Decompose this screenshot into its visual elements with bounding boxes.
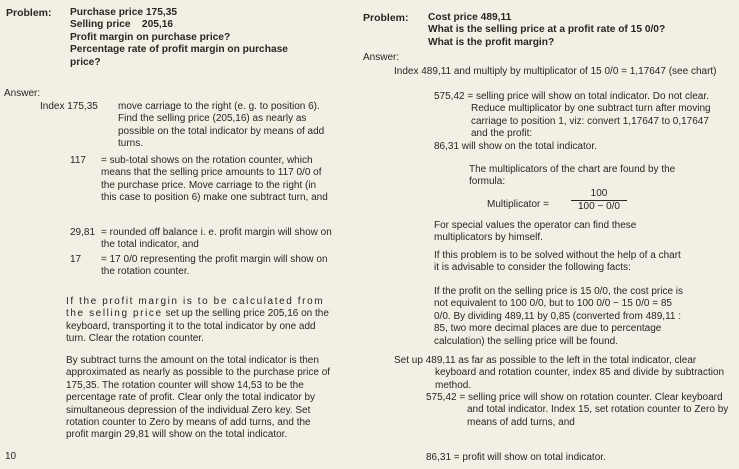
formula-label: Multiplicator = bbox=[487, 199, 549, 210]
formula-fraction bbox=[571, 188, 627, 214]
right-page bbox=[349, 0, 729, 469]
step-text: = 17 0/0 representing the profit margin will show on the rotation counter. bbox=[101, 254, 328, 278]
step-value: 29,81 bbox=[70, 227, 96, 238]
answer-label: Answer: bbox=[363, 52, 400, 63]
problem-line: What is the selling price at a profit rate of 15 0/0? bbox=[428, 24, 666, 36]
problem-statement bbox=[70, 7, 345, 69]
problem-line: Profit margin on purchase price? bbox=[70, 31, 231, 43]
step-text: 575,42 = selling price will show on rotation counter. Clear keyboard and total indicator. Index 15, set rotation counter to Zero by means of add turns, and bbox=[426, 392, 729, 428]
step-text: 86,31 will show on the total indicator. bbox=[434, 141, 597, 152]
problem-line: price? bbox=[70, 56, 101, 68]
problem-line: Cost price 489,11 bbox=[428, 12, 512, 23]
left-page bbox=[0, 0, 349, 469]
step-text: 575,42 = selling price will show on total indicator. Do not clear. Reduce multiplicator by one subtract turn after moving carriage to position 1, viz: convert 1,17647 to 0,17647 and the profit: bbox=[434, 91, 711, 140]
step-value: 17 bbox=[70, 254, 82, 265]
formula-denominator: 100 − 0/0 bbox=[578, 201, 620, 213]
page-number: 10 bbox=[5, 451, 17, 462]
paragraph-text: set up the selling price 205,16 on the keyboard, transporting it to the total indicator by one add turn. Clear the rotation counter. bbox=[66, 308, 329, 345]
problem-line: Percentage rate of profit margin on purchase bbox=[70, 44, 288, 56]
problem-label: Problem: bbox=[363, 12, 409, 24]
formula-numerator: 100 bbox=[571, 188, 627, 201]
problem-line: Purchase price 175,35 bbox=[70, 7, 178, 18]
paragraph: Set up 489,11 as far as possible to the left in the total indicator, clear keyboard and rotation counter, index 85 and divide by subtraction method. bbox=[394, 355, 725, 391]
step-text: 86,31 = profit will show on total indicator. bbox=[426, 452, 606, 463]
problem-line: What is the profit margin? bbox=[428, 36, 555, 48]
paragraph: By subtract turns the amount on the total indicator is then approximated as nearly as possible to the purchase price of 175,35. The rotation counter will show 14,53 to be the percentage rate of profit. Clear only the total indicator by simultaneous depression of the individual Zero key. Set rotation counter to Zero by means of add turns, and the profit margin 29,81 will show on the total indicator. bbox=[66, 355, 331, 441]
paragraph: The multiplicators of the chart are found by the formula: bbox=[469, 164, 676, 188]
paragraph: For special values the operator can find these multiplicators by himself. bbox=[434, 220, 637, 244]
step-value: Index 175,35 bbox=[40, 101, 98, 112]
problem-line: Selling price 205,16 bbox=[70, 19, 174, 31]
step-value: 117 bbox=[70, 155, 86, 166]
step-text: Index 489,11 and multiply by multiplicator of 15 0/0 = 1,17647 (see chart) bbox=[394, 66, 717, 77]
emphasis-text: If the profit margin is to be calculated from the selling price bbox=[66, 296, 325, 320]
answer-label: Answer: bbox=[4, 88, 41, 99]
paragraph: If this problem is to be solved without the help of a chart it is advisable to consider the following facts: bbox=[434, 250, 681, 274]
step-text: = sub-total shows on the rotation counter, which means that the selling price amounts to 117 0/0 of the purchase price. Move carriage to the right (in this case to position 6) make one subtract turn, and bbox=[101, 155, 328, 204]
step-text: move carriage to the right (e. g. to position 6). Find the selling price (205,16) as nearly as possible on the total indicator by means of add turns. bbox=[118, 101, 325, 150]
paragraph: If the profit on the selling price is 15 0/0, the cost price is not equivalent to 100 0/0, but to 100 0/0 − 15 0/0 = 85 0/0. By dividing 489,11 by 0,85 (converted from 489,11 : 85, two more decimal places are due to percentage calculation) the selling price will be found. bbox=[434, 286, 684, 347]
problem-statement bbox=[428, 12, 693, 49]
problem-label: Problem: bbox=[6, 7, 52, 19]
paragraph bbox=[66, 296, 334, 346]
step-text: = rounded off balance i. e. profit margin will show on the total indicator, and bbox=[101, 227, 332, 251]
